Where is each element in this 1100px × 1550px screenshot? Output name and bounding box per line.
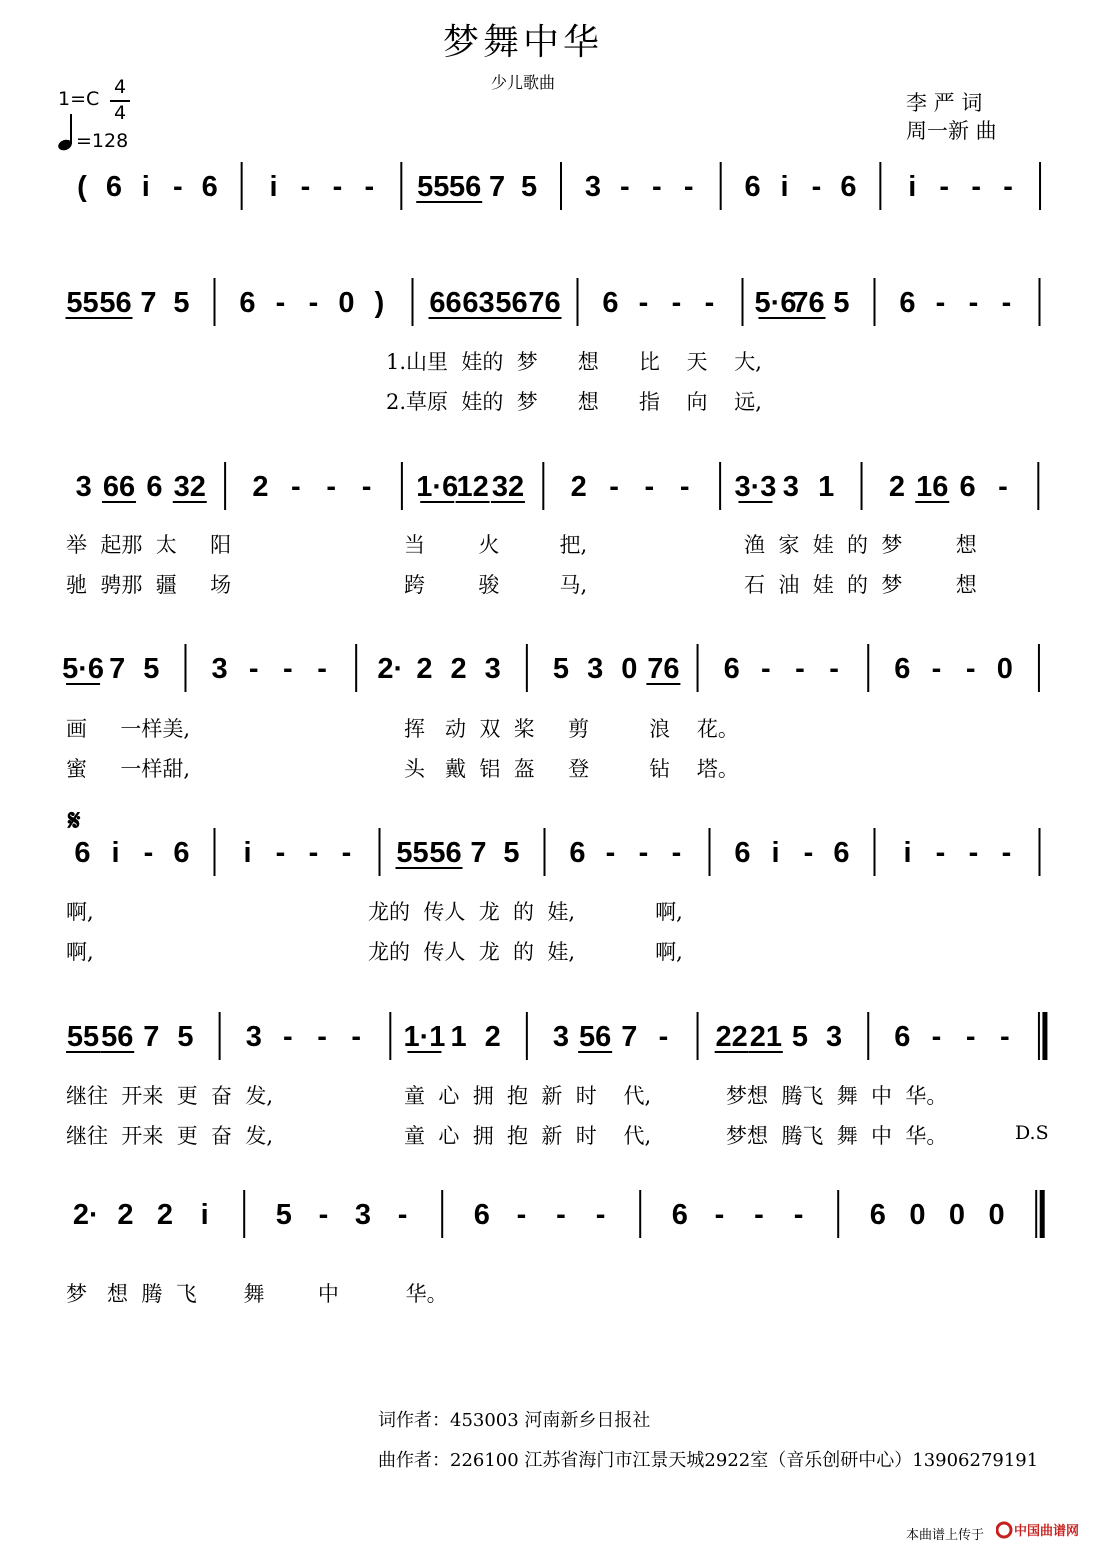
note: 7	[140, 287, 157, 319]
note: 5	[791, 1021, 809, 1053]
lyric-line-6c-verse-1: 梦想 腾飞 舞 中 华。	[726, 1084, 948, 1108]
dal-segno-mark: D.S	[1015, 1122, 1049, 1144]
note: -	[308, 287, 319, 319]
note: -	[683, 171, 694, 203]
note: 56	[429, 837, 462, 869]
note: 1·1	[403, 1021, 446, 1053]
lyric-line-3a-verse-2: 驰 骋那 疆 场	[66, 573, 232, 597]
note: 3	[245, 1021, 262, 1053]
lyric-line-6b-verse-1: 童 心 拥 抱 新 时 代,	[404, 1084, 652, 1108]
song-title: 梦舞中华	[442, 22, 603, 63]
note: 3	[552, 1021, 570, 1053]
note: 3	[484, 653, 501, 685]
note: -	[308, 837, 319, 869]
note: 2	[570, 471, 587, 503]
note: 66	[429, 287, 462, 319]
note: -	[605, 837, 616, 869]
note: 5	[275, 1199, 292, 1231]
note: 6	[602, 287, 619, 319]
note: 0	[948, 1199, 966, 1231]
svg-text:中国曲谱网: 中国曲谱网	[1014, 1524, 1080, 1539]
note: 6	[671, 1199, 688, 1231]
lyric-line-3a-verse-1: 举 起那 太 阳	[66, 533, 232, 557]
site-logo	[996, 1518, 1092, 1546]
note: -	[1003, 171, 1013, 203]
time-bottom: 4	[113, 102, 127, 124]
note: 32	[173, 471, 206, 503]
note: 21	[749, 1021, 782, 1053]
time-top: 4	[113, 76, 127, 98]
note: -	[714, 1199, 725, 1231]
note: -	[811, 171, 822, 203]
note: 6	[894, 1021, 911, 1053]
note: -	[275, 837, 286, 869]
note: 2·	[377, 653, 404, 685]
note: -	[754, 1199, 764, 1231]
note: i	[141, 171, 150, 203]
note: -	[361, 471, 372, 503]
note: 0	[621, 653, 638, 685]
note: 5	[520, 171, 538, 203]
lyric-line-3b-verse-1: 当 火 把,	[404, 533, 588, 557]
lyricist-address: 词作者：453003 河南新乡日报社	[378, 1410, 651, 1431]
note: 5	[177, 1021, 194, 1053]
note: -	[275, 287, 286, 319]
note: -	[516, 1199, 527, 1231]
note: -	[300, 171, 311, 203]
segno-icon: 𝄋	[68, 805, 81, 837]
note: 76	[792, 287, 825, 319]
note: 7	[109, 653, 126, 685]
note: 2	[252, 471, 269, 503]
note: 32	[491, 471, 525, 503]
lyric-line-6b-verse-2: 童 心 拥 抱 新 时 代,	[404, 1124, 652, 1148]
note: -	[620, 171, 630, 203]
note: 6	[105, 171, 122, 203]
note: 56	[579, 1021, 612, 1053]
note: -	[803, 837, 814, 869]
note: 6	[833, 837, 850, 869]
key-signature: 1=C	[58, 88, 100, 110]
note: -	[644, 471, 655, 503]
note: 3	[354, 1199, 372, 1231]
note: -	[332, 171, 343, 203]
lyric-line-4b-verse-1: 挥 动 双 桨 剪 浪 花。	[404, 717, 739, 741]
note: 7	[470, 837, 487, 869]
note: 5·6	[754, 287, 797, 319]
note: 6	[840, 171, 857, 203]
note: 6	[959, 471, 976, 503]
note: -	[999, 1021, 1010, 1053]
note: -	[317, 653, 327, 685]
note: 6	[723, 653, 740, 685]
note: 3	[782, 471, 799, 503]
note: -	[326, 471, 337, 503]
note: -	[965, 653, 976, 685]
note: -	[351, 1021, 362, 1053]
note: 3	[584, 171, 602, 203]
lyricist-credit: 李 严 词	[906, 91, 983, 115]
lyric-line-3c-verse-1: 渔 家 娃 的 梦 想	[744, 533, 977, 557]
note: -	[248, 653, 259, 685]
note: -	[364, 171, 375, 203]
composer-address: 曲作者：226100 江苏省海门市江景天城2922室（音乐创研中心）13906279191	[378, 1450, 1039, 1471]
note: -	[939, 171, 950, 203]
note: -	[595, 1199, 606, 1231]
lyric-line-4a-verse-1: 画 一样美,	[66, 717, 191, 741]
lyric-line-3c-verse-2: 石 油 娃 的 梦 想	[744, 573, 977, 597]
note: i	[243, 837, 252, 869]
note: -	[931, 1021, 942, 1053]
note: 7	[143, 1021, 160, 1053]
note: -	[318, 1199, 329, 1231]
note: 56	[101, 1021, 134, 1053]
note: 5	[833, 287, 850, 319]
note: -	[609, 471, 619, 503]
note: 6	[899, 287, 916, 319]
composer-credit: 周一新 曲	[906, 119, 997, 143]
note: 2	[888, 471, 905, 503]
note: -	[638, 287, 649, 319]
note: 2	[156, 1199, 174, 1231]
note: 1·6	[416, 471, 459, 503]
note: i	[269, 171, 278, 203]
note: 3	[587, 653, 604, 685]
note: -	[671, 287, 682, 319]
note: 5	[552, 653, 570, 685]
note: -	[658, 1021, 669, 1053]
note: i	[111, 837, 120, 869]
note: 5	[503, 837, 520, 869]
note: 2	[416, 653, 433, 685]
note: 3·3	[734, 471, 777, 503]
note: -	[651, 171, 662, 203]
note: -	[397, 1199, 408, 1231]
note: 12	[456, 471, 489, 503]
note: 6	[894, 653, 911, 685]
note: -	[793, 1199, 804, 1231]
note: 1	[450, 1021, 467, 1053]
note: i	[780, 171, 789, 203]
lyric-line-5b-verse-2: 龙的 传人 龙 的 娃, 啊,	[368, 940, 683, 964]
note: -	[1001, 287, 1012, 319]
lyric-line-4a-verse-2: 蜜 一样甜,	[66, 757, 191, 781]
note: -	[172, 171, 183, 203]
note: 56	[449, 171, 482, 203]
note: -	[829, 653, 839, 685]
note: i	[903, 837, 912, 869]
note: -	[968, 287, 979, 319]
note: 56	[495, 287, 528, 319]
note: -	[671, 837, 682, 869]
note: 6	[869, 1199, 886, 1231]
note: 6	[734, 837, 751, 869]
note: -	[968, 837, 979, 869]
note: 22	[715, 1021, 748, 1053]
note: 6	[473, 1199, 490, 1231]
note: -	[704, 287, 715, 319]
lyric-line-2-verse-1: 1.山里 娃的 梦 想 比 天 大,	[386, 350, 762, 374]
lyric-line-6c-verse-2: 梦想 腾飞 舞 中 华。	[726, 1124, 948, 1148]
note: 2·	[72, 1199, 99, 1231]
note: 6	[173, 837, 190, 869]
lyric-line-5b-verse-1: 龙的 传人 龙 的 娃, 啊,	[368, 900, 683, 924]
note: -	[935, 837, 946, 869]
note: -	[638, 837, 649, 869]
lyric-line-3b-verse-2: 跨 骏 马,	[404, 573, 588, 597]
note: -	[556, 1199, 566, 1231]
note: 56	[99, 287, 132, 319]
note: i	[200, 1199, 209, 1231]
note: 6	[74, 837, 91, 869]
lyric-line-6a-verse-2: 继往 开来 更 奋 发,	[66, 1124, 274, 1148]
lyric-line-4b-verse-2: 头 戴 铝 盔 登 钻 塔。	[404, 757, 739, 781]
note: i	[908, 171, 917, 203]
note: -	[317, 1021, 327, 1053]
note: 0	[996, 653, 1013, 685]
song-subtitle: 少儿歌曲	[490, 73, 555, 92]
note: -	[341, 837, 352, 869]
note: 63	[462, 287, 495, 319]
note: -	[935, 287, 946, 319]
note: 2	[450, 653, 467, 685]
note: -	[283, 653, 293, 685]
note: 5	[143, 653, 160, 685]
note: 6	[146, 471, 163, 503]
note: 0	[338, 287, 355, 319]
note: 6	[239, 287, 256, 319]
note: i	[771, 837, 780, 869]
lyric-line-2-verse-2: 2.草原 娃的 梦 想 指 向 远,	[386, 390, 762, 414]
lyric-line-6a-verse-1: 继往 开来 更 奋 发,	[66, 1084, 274, 1108]
note: )	[374, 287, 385, 319]
note: 5·6	[62, 653, 105, 685]
note: -	[143, 837, 154, 869]
note: -	[1001, 837, 1012, 869]
note: -	[760, 653, 771, 685]
note: -	[283, 1021, 293, 1053]
note: 66	[102, 471, 136, 503]
lyric-line-7: 梦 想 腾 飞 舞 中 华。	[66, 1282, 448, 1306]
note: 55	[66, 1021, 100, 1053]
upload-note: 本曲谱上传于	[906, 1528, 985, 1543]
note: 55	[66, 287, 99, 319]
note: 2	[117, 1199, 134, 1231]
note: 3	[75, 471, 92, 503]
note: 55	[396, 837, 429, 869]
note: 6	[744, 171, 761, 203]
lyric-line-5a-verse-2: 啊,	[66, 940, 94, 964]
note: 76	[647, 653, 680, 685]
note: 0	[909, 1199, 926, 1231]
note: 55	[417, 171, 450, 203]
note: 16	[916, 471, 949, 503]
note: 7	[621, 1021, 638, 1053]
note: 2	[484, 1021, 501, 1053]
note: -	[965, 1021, 976, 1053]
note: -	[290, 471, 301, 503]
note: -	[998, 471, 1008, 503]
note: 7	[489, 171, 506, 203]
note: -	[679, 471, 690, 503]
note: 1	[818, 471, 835, 503]
note: 6	[201, 171, 218, 203]
note: -	[931, 653, 942, 685]
tempo-mark: =128	[76, 130, 129, 152]
note: 6	[569, 837, 586, 869]
note: (	[77, 171, 87, 203]
note: 0	[988, 1199, 1005, 1231]
lyric-line-5a-verse-1: 啊,	[66, 900, 94, 924]
note: 3	[826, 1021, 843, 1053]
note: 5	[173, 287, 190, 319]
note: 3	[211, 653, 228, 685]
note: 76	[528, 287, 561, 319]
note: -	[795, 653, 805, 685]
note: -	[971, 171, 981, 203]
